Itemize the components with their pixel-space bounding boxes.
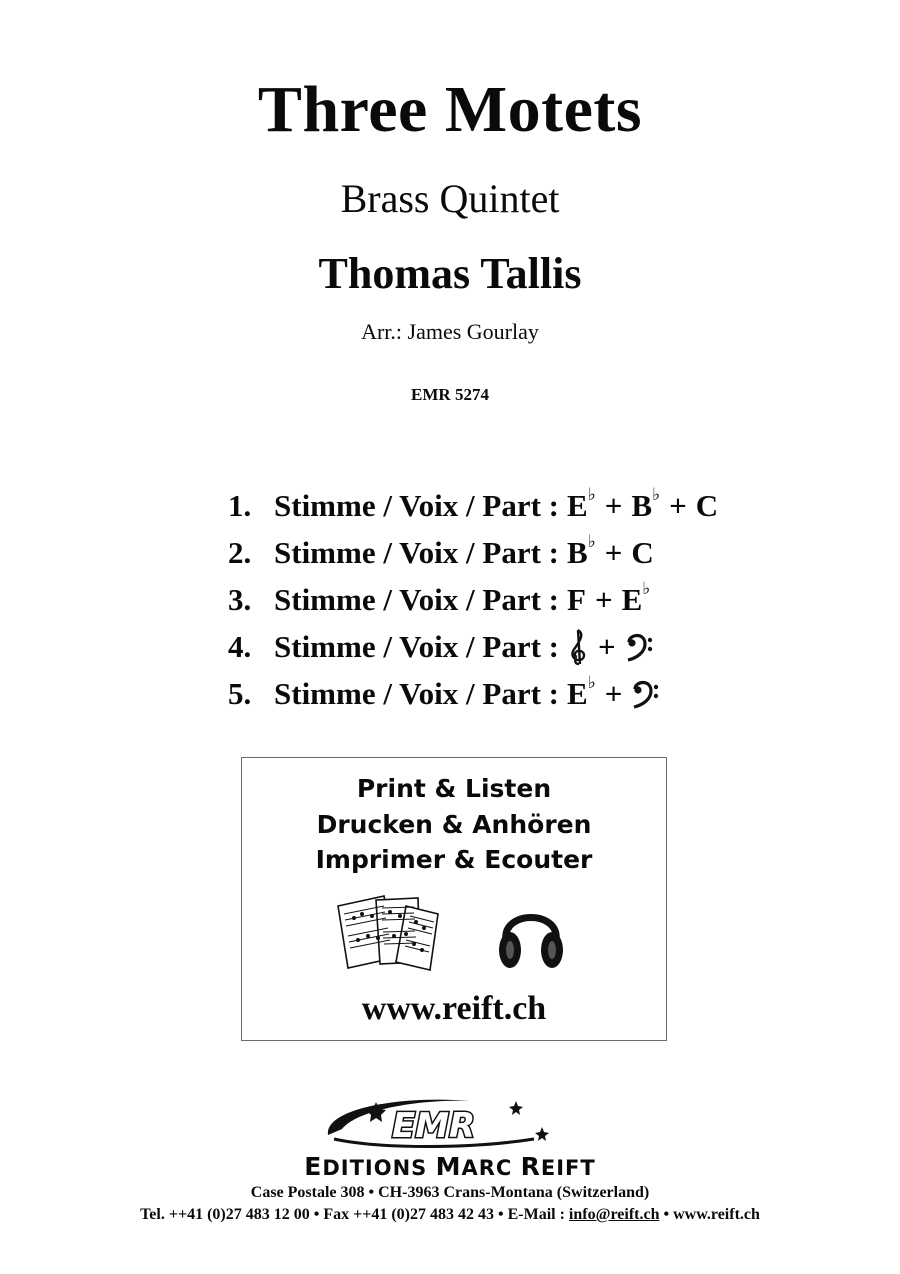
emr-logo-text: EMR — [392, 1106, 476, 1146]
plus-sign: + — [598, 628, 616, 664]
part-keys — [567, 485, 719, 524]
promo-url[interactable]: www.reift.ch — [361, 990, 547, 1027]
part-number: 4. — [228, 628, 252, 664]
composer: Thomas Tallis — [318, 249, 582, 298]
catalog-number: EMR 5274 — [411, 385, 489, 404]
plus-sign: + — [594, 581, 613, 617]
part-number: 2. — [228, 534, 252, 570]
bass-clef-icon — [625, 632, 653, 662]
part-keys — [567, 579, 651, 618]
flat-sign-icon: ♭ — [652, 485, 661, 505]
key-label: C — [631, 534, 654, 570]
parts-list — [228, 482, 718, 717]
part-label: Stimme / Voix / Part : — [274, 487, 559, 523]
flat-sign-icon: ♭ — [587, 673, 596, 693]
plus-sign: + — [604, 675, 623, 711]
key-label: C — [695, 487, 719, 523]
title: Three Motets — [257, 73, 643, 146]
key-label: B♭ — [631, 485, 661, 523]
print-listen-box — [241, 757, 667, 1041]
part-keys — [567, 673, 659, 712]
contact-website[interactable]: • www.reift.ch — [659, 1206, 760, 1223]
key-label: B♭ — [567, 532, 596, 570]
flat-sign-icon: ♭ — [642, 579, 651, 599]
contact-phone-fax: Tel. ++41 (0)27 483 12 00 • Fax ++41 (0)27 483 42 43 • E-Mail : — [140, 1206, 569, 1223]
publisher-address: Case Postale 308 • CH-3963 Crans-Montana (Switzerland) — [250, 1184, 650, 1201]
key-label: E♭ — [567, 673, 596, 711]
plus-sign: + — [669, 487, 687, 523]
email-link[interactable]: info@reift.ch — [568, 1206, 660, 1223]
key-label: E♭ — [567, 485, 596, 523]
part-row — [228, 576, 718, 623]
promo-line-2: Drucken & Anhören — [316, 810, 592, 839]
part-keys — [567, 628, 653, 666]
part-number: 1. — [228, 487, 252, 523]
emr-logo — [320, 1093, 580, 1153]
publisher-contact — [0, 1206, 900, 1224]
flat-sign-icon: ♭ — [587, 485, 596, 505]
promo-line-3: Imprimer & Ecouter — [315, 845, 593, 874]
treble-clef-icon — [567, 628, 589, 666]
part-row — [228, 482, 718, 529]
publisher-name: EDITIONS MARC REIFT — [304, 1152, 596, 1181]
sheet-music-illustration — [334, 892, 446, 972]
part-label: Stimme / Voix / Part : — [274, 581, 559, 617]
arranger: Arr.: James Gourlay — [361, 319, 539, 344]
plus-sign: + — [604, 534, 623, 570]
subtitle: Brass Quintet — [340, 176, 560, 221]
part-label: Stimme / Voix / Part : — [274, 628, 559, 664]
flat-sign-icon: ♭ — [587, 532, 596, 552]
part-label: Stimme / Voix / Part : — [274, 534, 559, 570]
part-row — [228, 623, 718, 670]
part-label: Stimme / Voix / Part : — [274, 675, 559, 711]
part-keys — [567, 532, 654, 571]
part-row — [228, 670, 718, 717]
promo-line-1: Print & Listen — [356, 774, 552, 803]
key-label: F — [567, 581, 586, 617]
part-number: 5. — [228, 675, 252, 711]
part-row — [228, 529, 718, 576]
bass-clef-icon — [631, 679, 659, 709]
headphones-icon — [496, 896, 566, 974]
key-label: E♭ — [621, 579, 651, 617]
plus-sign: + — [604, 487, 623, 523]
part-number: 3. — [228, 581, 252, 617]
